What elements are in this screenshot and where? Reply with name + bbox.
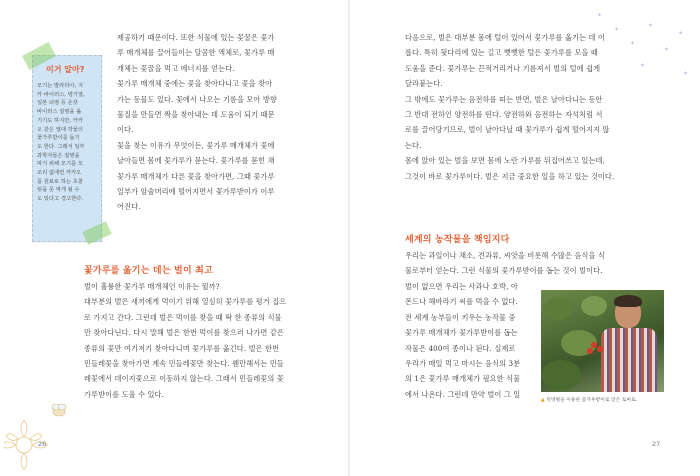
bee-icon: ✦ <box>664 46 670 53</box>
text-line: 의 1은 꽃가루 매개체가 필요한 식물 <box>405 374 521 384</box>
farmer-photo <box>541 290 664 392</box>
text-line: 다음으로, 벌은 대부분 몸에 털이 있어서 꽃가루를 옮기는 데 이 <box>405 33 605 42</box>
note-body <box>37 82 99 204</box>
text-line: 꽃가루 매개체가 다른 꽃을 찾아가면, 그때 꽃가루 <box>117 171 275 181</box>
note-line: 카 바이러스, 뎅기열, <box>37 91 85 98</box>
text-line: 벌이 훌륭한 꽃가루 매개체인 이유는 뭘까? <box>84 282 220 291</box>
photo-caption <box>541 396 637 403</box>
text-line: 로를 끌어당기므로, 벌이 날아다닐 때 꽃가루가 쉽게 떨어지지 않 <box>405 125 610 135</box>
section-heading: 세계의 농작물을 책임지다 <box>405 235 510 245</box>
text-line: 벌이 없으면 우리는 사과나 호박, 아 <box>405 282 518 291</box>
note-line: 기기도 하지만, 카카 <box>37 117 83 124</box>
text-line: 그것이 바로 꽃가루이다. 벌은 지금 중요한 일을 하고 있는 것이다. <box>405 171 615 181</box>
text-line: 종류의 꽃만 여기저기 찾아다니며 꽃가루를 옮긴다. 벌은 한번 <box>84 343 280 353</box>
note-line: 조리 없애면 카카오 <box>37 170 82 177</box>
note-line: 오 같은 열대 작물의 <box>37 126 83 133</box>
text-line: 민들레꽃을 찾아가면 계속 민들레꽃만 찾는다. 웬만해서는 민들 <box>84 359 284 369</box>
right-paragraph-2-full <box>405 248 655 279</box>
caption-text: 뒤영벌을 이용한 꽃가루받이로 얻은 토마토. <box>546 398 638 403</box>
right-paragraph-2-wrap <box>405 279 535 402</box>
text-line: 물질을 만들면 짝을 찾아내는 데 도움이 되기 때문 <box>117 110 275 120</box>
note-line: 일본 뇌염 등 온갖 <box>37 100 78 107</box>
text-line: 루 매개체를 끌어들이는 달콤한 액체로, 꽃가루 매 <box>117 48 275 58</box>
note-line: 과학자들은 질병을 <box>37 152 80 159</box>
text-line: 꽃가루 매개체 중에는 꽃을 찾아다니고 꽃을 찾아 <box>117 79 273 89</box>
text-line: 에서 나온다. 그런데 만약 벌이 그 일 <box>405 389 521 399</box>
bee-flower-doodle <box>4 380 84 470</box>
page-number-left: 26 <box>38 440 47 448</box>
text-line: 꽃가루 매개체가 꽃가루받이를 돕는 <box>405 328 518 338</box>
bee-icon: ✦ <box>630 40 636 47</box>
text-line: 그 밖에도 꽃가루는 음전하를 띠는 반면, 벌은 날아다니는 동안 <box>405 94 603 104</box>
note-line: 릿을 못 먹게 될 수 <box>37 187 80 194</box>
text-line: 일부가 암술머리에 떨어지면서 꽃가루받이가 이루 <box>117 187 275 197</box>
text-line: 롭다. 특히 뒷다리에 있는 길고 뻣뻣한 털은 꽃가루를 모을 때 <box>405 48 598 58</box>
text-line: 날아들면 몸에 꽃가루가 묻는다. 꽃가루를 묻힌 채 <box>117 156 275 166</box>
text-line: 몬드나 해바라기 씨를 먹을 수 없다. <box>405 297 518 307</box>
text-line: 가는 동물도 있다. 꽃에서 나오는 기름을 모아 방향 <box>117 94 277 104</box>
note-line: 를 원료로 하는 초콜 <box>37 178 83 185</box>
text-line: 달라붙는다. <box>405 79 443 89</box>
note-line: 꽃가루받이를 돕기 <box>37 135 80 142</box>
page-number-right: 27 <box>652 440 661 448</box>
text-line: 우리가 매일 먹고 마시는 음식의 3분 <box>405 359 521 369</box>
text-line: 제공하기 때문이다. 또한 식물에 있는 꽃꿀은 꽃가 <box>117 33 275 42</box>
note-line: 도 있다고 경고한다. <box>37 196 83 203</box>
text-line: 레꽃에서 데이지꽃으로 이동하지 않는다. 그래서 민들레꽃의 꽃 <box>84 374 284 384</box>
text-line: 는다. <box>405 140 422 150</box>
text-line: 만 찾아다닌다. 다시 말해 벌은 한번 먹이를 찾으러 나가면 같은 <box>84 328 284 338</box>
note-line: 막기 위해 모기를 모 <box>37 161 83 168</box>
bee-icon: ✦ <box>678 30 684 37</box>
note-line: 도 한다. 그래서 일부 <box>37 143 85 150</box>
text-line: 물로부터 얻는다. 그런 식물의 꽃가루받이를 돕는 것이 벌이다. <box>405 266 603 276</box>
text-line: 그 반대 전하인 양전하를 띤다. 양전하와 음전하는 자석처럼 서 <box>405 110 603 120</box>
bee-icon: ✦ <box>648 22 654 29</box>
text-line: 로 가지고 간다. 그런데 벌은 먹이를 찾을 때 딱 한 종류의 식물 <box>84 312 282 322</box>
text-line: 꽃을 찾는 이유가 무엇이든, 꽃가루 매개체가 꽃에 <box>117 140 275 150</box>
text-line: 전 세계 농부들이 키우는 농작물 중 <box>405 312 516 322</box>
text-line: 개체는 꽃꿀을 먹고 에너지를 얻는다. <box>117 63 235 73</box>
caption-marker-icon: ▲ <box>541 398 547 403</box>
note-line: 모기는 말라리아, 지 <box>37 83 83 89</box>
note-line: 바이러스 질병을 옮 <box>37 109 82 116</box>
bee-icon: ✦ <box>640 62 646 69</box>
left-paragraph-1 <box>117 30 335 215</box>
text-line: 작물은 400여 종이나 된다. 실제로 <box>405 343 516 353</box>
bee-icon: ✦ <box>683 70 689 77</box>
right-paragraph-1 <box>405 30 625 184</box>
text-line: 가루받이를 도울 수 있다. <box>84 389 164 399</box>
bee-icon: ✦ <box>597 12 603 19</box>
section-heading: 꽃가루를 옮기는 데는 벌이 최고 <box>84 266 213 276</box>
text-line: 도움을 준다. 꽃가루는 끈적거리거나 기름져서 벌의 털에 쉽게 <box>405 63 601 73</box>
text-line: 이다. <box>117 125 134 135</box>
text-line: 대부분의 벌은 새끼에게 먹이기 위해 열심히 꽃가루를 평거 집으 <box>84 297 287 307</box>
bee-icon: ✦ <box>614 26 620 33</box>
text-line: 몸에 앉아 있는 벌을 보면 몸에 노란 가루를 뒤집어쓰고 있는데, <box>405 156 605 166</box>
text-line: 우리는 과일이나 채소, 견과류, 씨앗을 비롯해 수많은 음식을 식 <box>405 251 605 260</box>
note-title: 이거 알아? <box>46 65 85 74</box>
text-line: 어진다. <box>117 202 141 212</box>
left-paragraph-2 <box>84 279 334 402</box>
